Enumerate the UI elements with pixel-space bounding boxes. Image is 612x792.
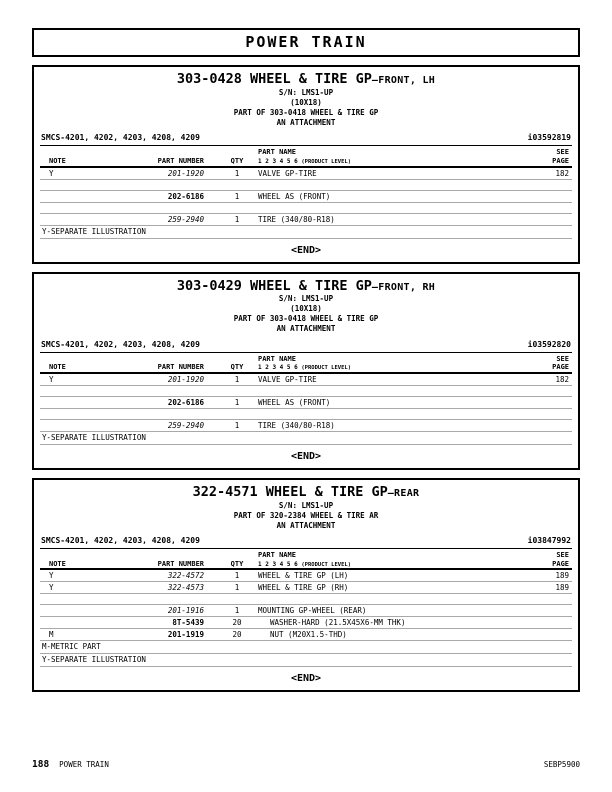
see-page-cell: 182 (555, 168, 569, 178)
table-row (40, 582, 572, 594)
part-name-cell: VALVE GP-TIRE (258, 375, 317, 385)
note-cell: M (49, 630, 54, 640)
note-cell: Y (49, 583, 54, 593)
note-cell: Y (49, 375, 54, 385)
section-title-main: 322-4571 WHEEL & TIRE GP (192, 484, 388, 501)
section-title-suffix: –REAR (387, 488, 420, 500)
part-name-header: PART NAME (258, 148, 296, 157)
footer-page-number: 188 (32, 759, 50, 770)
section-size: (10X18) (290, 97, 322, 107)
section-serial: S/N: LMS1-UP (278, 500, 334, 510)
product-level-header: 1 2 3 4 5 6 (PRODUCT LEVEL) (258, 157, 352, 165)
ref-id: i03592819 (527, 133, 571, 143)
part-number-cell: 202-6186 (167, 398, 204, 408)
spacer-row (40, 594, 572, 605)
spacer-row (40, 409, 572, 420)
table-row (40, 191, 572, 203)
section-attachment: AN ATTACHMENT (276, 520, 336, 530)
smcs-row (40, 133, 572, 146)
spacer-row (40, 386, 572, 397)
footer-title: POWER TRAIN (59, 760, 109, 769)
section-part-of: PART OF 320-2384 WHEEL & TIRE AR (233, 510, 379, 520)
part-number-header: PART NUMBER (157, 559, 204, 568)
footnote: Y-SEPARATE ILLUSTRATION (40, 226, 572, 239)
smcs-codes: SMCS-4201, 4202, 4203, 4208, 4209 (41, 133, 200, 143)
table-header (40, 353, 572, 375)
part-name-cell: TIRE (340/80-R18) (258, 421, 335, 431)
note-cell: Y (49, 571, 54, 581)
section-attachment: AN ATTACHMENT (276, 117, 336, 127)
page-title: POWER TRAIN (32, 28, 580, 57)
smcs-codes: SMCS-4201, 4202, 4203, 4208, 4209 (41, 339, 200, 349)
footnote: Y-SEPARATE ILLUSTRATION (40, 432, 572, 445)
see-page-cell: 189 (555, 583, 569, 593)
part-number-header: PART NUMBER (157, 363, 204, 372)
table-row (40, 629, 572, 641)
section-size: (10X18) (290, 304, 322, 314)
page-header: PAGE (552, 559, 569, 568)
section-title-main: 303-0429 WHEEL & TIRE GP (176, 277, 372, 294)
spacer-row (40, 203, 572, 214)
qty-cell: 1 (234, 606, 240, 616)
section-title-suffix: –FRONT, LH (371, 75, 436, 86)
table-row (40, 397, 572, 409)
footnote: M-METRIC PART (40, 641, 572, 654)
note-header: NOTE (49, 156, 66, 165)
footnote: Y-SEPARATE ILLUSTRATION (40, 654, 572, 667)
see-header: SEE (556, 550, 569, 559)
part-number-cell: 201-1916 (167, 606, 204, 616)
section-serial: S/N: LMS1-UP (278, 294, 334, 304)
section-title-suffix: –FRONT, RH (371, 281, 436, 293)
ref-id: i03592820 (527, 339, 571, 349)
qty-header: QTY (230, 363, 244, 372)
page-header: PAGE (552, 156, 569, 165)
section-part-of: PART OF 303-0418 WHEEL & TIRE GP (233, 314, 379, 324)
qty-cell: 20 (232, 630, 242, 640)
see-page-cell: 189 (555, 571, 569, 581)
section-title (40, 485, 572, 501)
qty-cell: 1 (234, 583, 240, 593)
section-title (40, 72, 572, 88)
qty-cell: 1 (234, 168, 240, 178)
see-header: SEE (556, 354, 569, 363)
qty-cell: 1 (234, 421, 240, 431)
part-name-header: PART NAME (258, 354, 296, 363)
product-level-header: 1 2 3 4 5 6 (PRODUCT LEVEL) (258, 364, 352, 372)
table-row (40, 570, 572, 582)
footer-left (32, 759, 109, 770)
section-serial: S/N: LMS1-UP (278, 87, 334, 97)
qty-cell: 1 (234, 375, 240, 385)
qty-cell: 1 (234, 214, 240, 224)
table-header (40, 146, 572, 168)
part-number-cell: 322-4573 (167, 583, 204, 593)
part-number-cell: 201-1920 (167, 375, 204, 385)
part-name-cell: WASHER-HARD (21.5X45X6-MM THK) (270, 618, 406, 628)
spacer-row (40, 180, 572, 191)
part-number-cell: 201-1920 (167, 168, 204, 178)
qty-cell: 20 (232, 618, 242, 628)
smcs-row (40, 536, 572, 549)
end-marker: <END> (290, 451, 322, 463)
note-cell: Y (49, 168, 54, 178)
section-part-of: PART OF 303-0418 WHEEL & TIRE GP (233, 107, 379, 117)
note-header: NOTE (49, 363, 66, 372)
smcs-row (40, 340, 572, 353)
product-level-header: 1 2 3 4 5 6 (PRODUCT LEVEL) (258, 560, 352, 568)
parts-section-303-0428 (32, 65, 580, 264)
part-number-cell: 259-2940 (167, 421, 204, 431)
section-title-main: 303-0428 WHEEL & TIRE GP (176, 71, 372, 87)
part-name-cell: WHEEL AS (FRONT) (258, 191, 331, 201)
table-row (40, 214, 572, 226)
part-number-cell: 8T-5439 (172, 618, 204, 628)
qty-cell: 1 (234, 398, 240, 408)
part-number-cell: 202-6186 (167, 191, 204, 201)
section-attachment: AN ATTACHMENT (276, 324, 336, 334)
end-marker: <END> (290, 673, 322, 685)
section-title (40, 279, 572, 295)
qty-cell: 1 (234, 571, 240, 581)
see-page-cell: 182 (555, 375, 569, 385)
part-name-cell: MOUNTING GP-WHEEL (REAR) (258, 606, 367, 616)
smcs-codes: SMCS-4201, 4202, 4203, 4208, 4209 (41, 535, 200, 545)
table-header (40, 549, 572, 571)
part-number-cell: 201-1919 (167, 630, 204, 640)
ref-id: i03847992 (527, 535, 571, 545)
table-row (40, 617, 572, 629)
part-name-cell: WHEEL AS (FRONT) (258, 398, 331, 408)
part-number-header: PART NUMBER (157, 156, 204, 165)
part-name-cell: NUT (M20X1.5-THD) (270, 630, 347, 640)
table-row (40, 374, 572, 386)
page-header: PAGE (552, 363, 569, 372)
part-name-header: PART NAME (258, 550, 296, 559)
page-footer (32, 759, 580, 770)
table-row (40, 168, 572, 180)
qty-cell: 1 (234, 191, 240, 201)
part-name-cell: TIRE (340/80-R18) (258, 214, 335, 224)
qty-header: QTY (230, 559, 244, 568)
end-marker: <END> (290, 244, 322, 256)
parts-section-303-0429 (32, 272, 580, 471)
part-name-cell: VALVE GP-TIRE (258, 168, 317, 178)
part-number-cell: 259-2940 (167, 214, 204, 224)
see-header: SEE (556, 148, 569, 157)
table-row (40, 420, 572, 432)
footer-doc-code: SEBP5900 (543, 760, 580, 769)
part-number-cell: 322-4572 (167, 571, 204, 581)
qty-header: QTY (230, 156, 244, 165)
note-header: NOTE (49, 559, 66, 568)
table-row (40, 605, 572, 617)
part-name-cell: WHEEL & TIRE GP (RH) (258, 583, 349, 593)
part-name-cell: WHEEL & TIRE GP (LH) (258, 571, 349, 581)
parts-section-322-4571 (32, 478, 580, 692)
